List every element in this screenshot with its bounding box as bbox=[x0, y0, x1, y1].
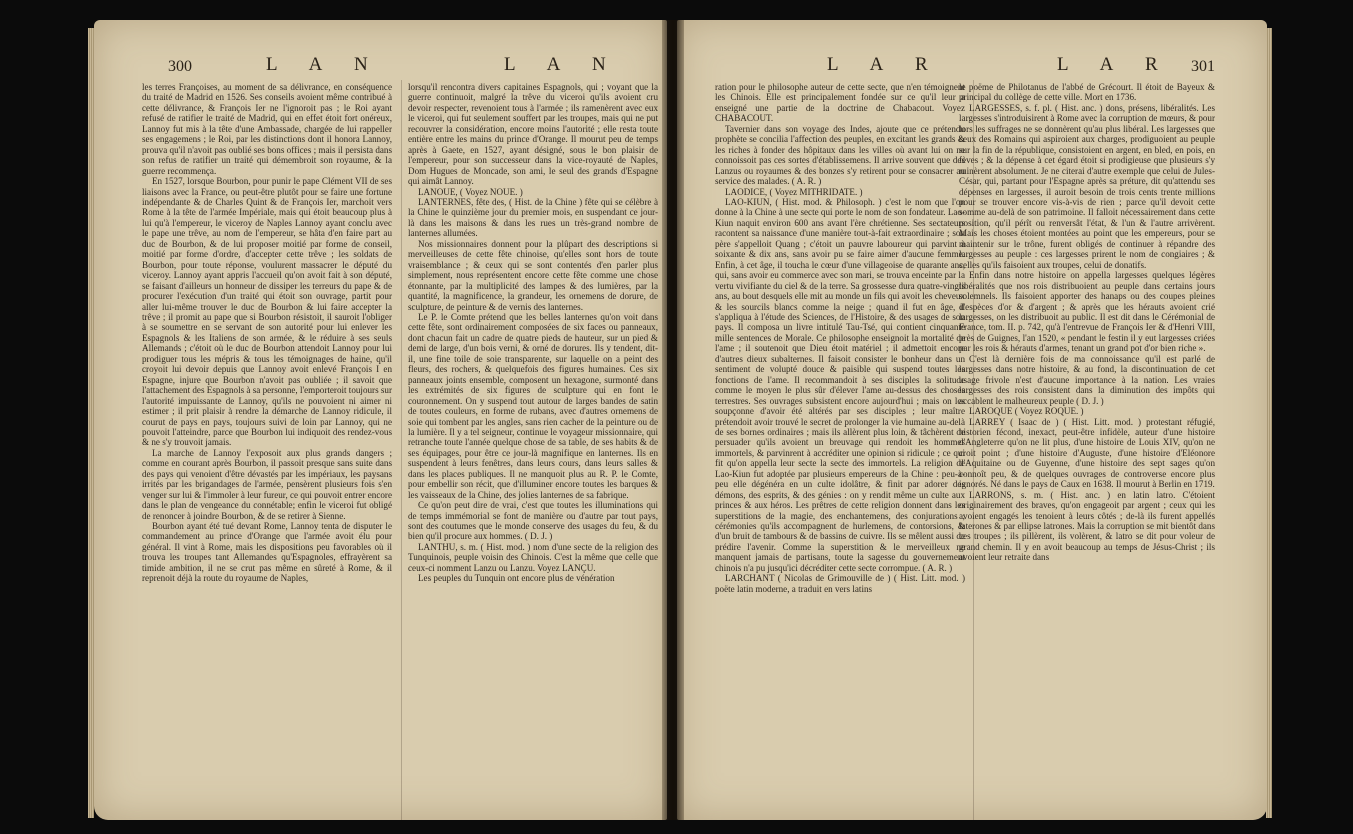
entry-laodice: LAODICE, ( Voyez MITHRIDATE. ) bbox=[725, 186, 863, 197]
entry-lanoue: LANOUE, ( Voyez NOUE. ) bbox=[418, 186, 523, 197]
paragraph: lorsqu'il rencontra divers capitaines Espagnols, qui ; voyant que la guerre continuoit, malgré la trêve du viceroi qu'ils avoient cru devoir respecter, revenoient tous à l'armée ; ils ramenèrent avec eux le viceroi, qui fut seulement souffert par les troupes, mais qui ne put recouvrer la considération, encore moins l'autorité ; elle resta toute entière entre les mains du prince d'Orange. Il mourut peu de temps après à Gaete, en 1527, ayant désigné, sous le bon plaisir de l'empereur, pour son successeur dans la vice-royauté de Naples, Dom Hugues de Moncade, son ami, le seul des grands d'Espagne qui aimât Lannoy. bbox=[408, 82, 658, 187]
page-number: 300 bbox=[168, 58, 192, 75]
entry-lanthu: LANTHU, s. m. ( Hist. mod. ) nom d'une secte de la religion des Tunquinois, peuple voisin des Chinois. C'est la même que celle que ceux-ci nomment Lanzu ou Lanzu. Voyez LANÇU. bbox=[408, 541, 658, 573]
right-page bbox=[677, 20, 1267, 820]
text-column-2 bbox=[408, 82, 658, 820]
text-column-1 bbox=[715, 82, 965, 820]
text-column-2 bbox=[959, 82, 1215, 820]
entry-lao-kiun: LAO-KIUN, ( Hist. mod. & Philosoph. ) c'est le nom que l'on donne à la Chine à une secte qui porte le nom de son fondateur. Lao-Kiun naquit environ 600 ans avant l'ère chrétienne. Ses sectateurs racontent sa naissance d'une manière tout-à-fait extraordinaire ; son père s'appelloit Quang ; c'étoit un pauvre laboureur qui parvint à soixante & dix ans, sans avoir pu se faire aimer d'aucune femme. Enfin, à cet âge, il toucha le cœur d'une villageoise de quarante ans, qui, sans avoir eu commerce avec son mari, se trouva enceinte par la vertu vivifiante du ciel & de la terre. Sa grossesse dura quatre-vingts ans, au bout desquels elle mit au monde un fils qui avoit les cheveux & les sourcils blancs comme la neige ; quand il fut en âge, il s'appliqua à l'étude des Sciences, de l'Histoire, & des usages de son pays. Il composa un livre intitulé Tau-Tsé, qui contient cinquante mille sentences de Morale. Ce philosophe enseignoit la mortalité de l'ame ; il soutenoit que Dieu étoit matériel ; il admettoit encore d'autres dieux subalternes. Il faisoit consister le bonheur dans un sentiment de volupté douce & paisible qui suspend toutes les fonctions de l'ame. Il recommandoit à ses disciples la solitude comme le moyen le plus sûr d'élever l'ame au-dessus des choses terrestres. Ses ouvrages subsistent encore aujourd'hui ; mais on les soupçonne d'avoir été altérés par ses disciples ; leur maître prétendoit avoir trouvé le secret de prolonger la vie humaine au-delà de ses bornes ordinaires ; mais ils allèrent plus loin, & tâchèrent de persuader qu'ils avoient un breuvage qui rendoit les hommes immortels, & parvinrent à accréditer une opinion si ridicule ; ce qui fit qu'on appella leur secte la secte des immortels. La religion de Lao-Kiun fut adoptée par plusieurs empereurs de la Chine : peu-à-peu elle dégénéra en un culte idolâtre, & finit par adorer des démons, des esprits, & des génies : on y rendit même un culte aux princes & aux héros. Les prêtres de cette religion donnent dans les superstitions de la magie, des enchantemens, des conjurations ; cérémonies qu'ils accompagnent de hurlemens, de contorsions, & d'un bruit de tambours & de bassins de cuivre. Ils se mêlent aussi de prédire l'avenir. Comme la superstition & le merveilleux ne manquent jamais de partisans, toute la sagesse du gouvernement chinois n'a pu jusqu'ici décréditer cette secte corrompue. ( A. R. ) bbox=[715, 196, 965, 573]
paragraph: Nos missionnaires donnent pour la plûpart des descriptions si merveilleuses de cette fête chinoise, qu'elles sont hors de toute vraisemblance ; & ceux qui se sont contentés d'en parler plus simplement, nous représentent encore cette fête comme une chose étonnante, par la multiplicité des lampes & des lumières, par la quantité, la magnificence, la grandeur, les ornemens de dorure, de sculpture, de peinture & de vernis des lanternes. bbox=[408, 238, 658, 312]
left-page bbox=[94, 20, 667, 820]
paragraph: Les peuples du Tunquin ont encore plus de vénération bbox=[418, 573, 615, 584]
entry-largesses: LARGESSES, s. f. pl. ( Hist. anc. ) dons, présens, libéralités. Les largesses s'introduisirent à Rome avec la corruption de mœurs, & pour lors les suffrages ne se donnèrent qu'au plus libéral. Les largesses que ceux des Romains qui aspiroient aux charges, prodiguoient au peuple sur la fin de la république, consistoient en argent, en bled, en pois, en fèves ; & la dépense à cet égard étoit si prodigieuse que plusieurs s'y ruinèrent absolument. Je ne citerai d'autre exemple que celui de Jules-César, qui, partant pour l'Espagne après sa préture, dit qu'attendu ses dépenses en largesses, il auroit besoin de trois cents trente millions pour se trouver encore vis-à-vis de rien ; parce qu'il devoit cette somme au-delà de son patrimoine. Il falloit nécessairement dans cette position, qu'il pérît ou renversât l'état, & l'un & l'autre arrivèrent. Mais les choses étoient montées au point que les empereurs, pour se maintenir sur le trône, furent obligés de continuer à répandre des largesses au peuple : ces largesses prirent le nom de congiaires ; & celles qu'ils faisoient aux troupes, celui de donatifs. bbox=[959, 102, 1215, 270]
paragraph: C'est là dernière fois de ma connoissance qu'il est parlé de largesses dans notre histoire, & au fond, la discontinuation de cet usage frivole n'est d'aucune importance à la nation. Les vraies largesses des rois consistent dans la diminution des impôts qui accablent le malheureux peuple ( D. J. ) bbox=[959, 353, 1215, 406]
running-head-left: L A N bbox=[266, 54, 382, 75]
paragraph: En 1527, lorsque Bourbon, pour punir le pape Clément VII de ses liaisons avec la France, ou peut-être plutôt pour se faire une fortune indépendante & de Charles Quint & de François Ier, marchoit vers Rome à la tête de l'armée Impériale, mais qui étoit beaucoup plus à lui qu'à l'empereur, le viceroy de Naples Lannoy ayant conclu avec le pape une trêve, au nom de l'empereur, se hâta d'en faire part au duc de Bourbon, & de lui proposer moitié par forme de conseil, moitié par forme d'ordre, d'accepter cette trêve ; les soldats de Bourbon, pour toute réponse, voulurent massacrer le député du viceroy. Lannoy ayant appris l'accueil qu'on avoit fait à son député, se faisant d'ailleurs un honneur de dissiper les terreurs du pape & de procurer l'exécution d'un traité qui étoit son ouvrage, partit pour aller lui-même trouver le duc de Bourbon & lui faire accepter la trêve ; il promit au pape que si Bourbon résistoit, il sauroit l'obliger à se soumettre en se servant de son autorité pour lui enlever les Espagnols & les Italiens de son armée, & le réduire à ses seuls Allemands ; c'étoit où le duc de Bourbon attendoit Lannoy pour lui prodiguer tous les mépris & tous les témoignages de haine, qu'il croyoit lui devoir depuis que Lannoy avoit enlevé François I en Espagne, injure que Bourbon n'avoit pas oubliée ; il savoit que l'attachement des Espagnols à sa personne, l'emporteroit toujours sur l'autorité impuissante de Lannoy, qu'ils ne pouvoient ni aimer ni estimer ; il prit plaisir à rendre la démarche de Lannoy ridicule, il courut de pays en pays, toujours suivi de loin par Lannoy, qui ne pouvoit l'atteindre, parce que Bourbon lui indiquoit des rendez-vous & ne s'y trouvoit jamais. bbox=[142, 176, 392, 448]
column-divider bbox=[401, 80, 402, 820]
book-gutter bbox=[662, 20, 684, 820]
entry-larrons: LARRONS, s. m. ( Hist. anc. ) en latin latro. C'étoient originairement des braves, qu'on engageoit par argent ; ceux qui les avoient engagés les tenoient à leurs côtés ; de-là ils furent appellés laterones & par ellipse latrones. Mais la corruption se mit bientôt dans ces troupes ; ils pillèrent, ils volèrent, & latro se dit pour voleur de grand chemin. Il y en avoit beaucoup au temps de Jésus-Christ ; ils avoient leur retraite dans bbox=[959, 489, 1215, 563]
running-head-left: L A R bbox=[827, 54, 942, 75]
paragraph: le poëme de Philotanus de l'abbé de Grécourt. Il étoit de Bayeux & principal du collège de cette ville. Mort en 1736. bbox=[959, 82, 1215, 103]
paragraph: ration pour le philosophe auteur de cette secte, que n'en témoignent les Chinois. Elle est principalement fondée sur ce qu'il leur a enseigné une partie de la doctrine de Chabacout. Voyez CHABACOUT. bbox=[715, 82, 965, 124]
paragraph: Enfin dans notre histoire on appella largesses quelques légères libéralités que nos rois distribuoient au peuple dans certains jours solemnels. Ils faisoient apporter des hanaps ou des coupes pleines d'espèces d'or & d'argent ; & après que les hérauts avoient crié largesses, on les distribuoit au public. Il est dit dans le Cérémonial de France, tom. II. p. 742, qu'à l'entrevue de François Ier & d'Henri VIII, près de Guignes, l'an 1520, « pendant le festin il y eut largesses criées par les rois & hérauts d'armes, tenant un grand pot d'or bien riche ». bbox=[959, 270, 1215, 354]
page-number: 301 bbox=[1191, 58, 1215, 75]
running-head-right: L A N bbox=[504, 54, 620, 75]
entry-larchant: LARCHANT ( Nicolas de Grimouville de ) ( Hist. Litt. mod. ) poëte latin moderne, a traduit en vers latins bbox=[715, 573, 965, 594]
entry-lanternes: LANTERNES, fête des, ( Hist. de la Chine ) fête qui se célèbre à la Chine le quinzième jour du premier mois, en suspendant ce jour-là dans les maisons & dans les rues un très-grand nombre de lanternes allumées. bbox=[408, 196, 658, 239]
entry-laroque: LAROQUE ( Voyez ROQUE. ) bbox=[969, 406, 1084, 417]
paragraph: les terres Françoises, au moment de sa délivrance, en conséquence du traité de Madrid en 1526. Ses conseils avoient même contribué à cette délivrance, & François Ier ne l'ignoroit pas ; le Roi ayant refusé de ratifier le traité de Madrid, qui en effet étoit fort onéreux, Lannoy fut mis à la tête d'une Ambassade, chargée de lui rappeller ses engagemens ; le Roi, par les distinctions dont il honora Lannoy, prouva qu'il n'avoit pas oublié ses bons offices ; mais il persista dans son refus de ratifier un traité qui démembroit son royaume, & la guerre recommença. bbox=[142, 82, 392, 176]
paragraph: Ce qu'on peut dire de vrai, c'est que toutes les illuminations qui de temps immémorial se font de manière ou d'autre par tout pays, sont des coutumes que le monde conserve des usages du feu, & du bien qu'il procure aux hommes. ( D. J. ) bbox=[408, 500, 658, 542]
text-column-1 bbox=[142, 82, 392, 820]
running-head-right: L A R bbox=[1057, 54, 1172, 75]
paragraph: Tavernier dans son voyage des Indes, ajoute que ce prétendu prophète se concilia l'affection des peuples, en excitant les grands & les riches à fonder des hôpitaux dans les villes où avant lui on ne connoissoit pas ces sortes d'établissemens. Il arrive souvent que des Lanzus ou royaumes & des bonzes s'y retirent pour se consacrer au service des malades. ( A. R. ) bbox=[715, 123, 965, 187]
paragraph: Le P. le Comte prétend que les belles lanternes qu'on voit dans cette fête, sont ordinairement composées de six faces ou panneaux, dont chacun fait un cadre de quatre pieds de hauteur, sur un pied & demi de large, d'un bois verni, & orné de dorures. Ils y tendent, dit-il, une fine toile de soie transparente, sur laquelle on a peint des fleurs, des rochers, & quelquefois des figures humaines. Ces six panneaux joints ensemble, composent un hexagone, surmonté dans les extrémités de six figures de sculpture qui en font le couronnement. On y suspend tout autour de larges bandes de satin de toutes couleurs, en forme de rubans, avec d'autres ornemens de soie qui tombent par les angles, sans rien cacher de la peinture ou de la lumière. Il y a tel seigneur, continue le voyageur missionnaire, qui retranche toute l'année quelque chose de sa table, de ses habits & de ses équipages, pour être ce jour-là magnifique en lanternes. Ils en suspendent à leurs fenêtres, dans leurs cours, dans leurs salles & dans les places publiques. Il ne manquoit plus au R. P. le Comte, pour embellir son récit, que d'illuminer encore toutes les barques & les vaisseaux de la Chine, des jolies lanternes de sa fabrique. bbox=[408, 311, 658, 500]
paragraph: Bourbon ayant été tué devant Rome, Lannoy tenta de disputer le commandement au prince d'Orange que l'armée avoit élu pour général. Il vint à Rome, mais les dispositions peu favorables où il trouva les troupes tant Allemandes qu'Espagnoles, effrayèrent sa timide ambition, il ne se crut pas même en sûreté à Rome, & il reprenoit déjà la route du royaume de Naples, bbox=[142, 521, 392, 584]
paragraph: La marche de Lannoy l'exposoit aux plus grands dangers ; comme en courant après Bourbon, il passoit presque sans suite dans des pays qui venoient d'être dévastés par les impériaux, les paysans irrités par les brigandages de l'armée, pensèrent plusieurs fois s'en venger sur lui & l'immoler à leur fureur, ce qui pouvoit entrer encore dans le plan de vengeance du connétable; enfin le viceroi fut obligé de renoncer à joindre Bourbon, & de se retirer à Sienne. bbox=[142, 447, 392, 521]
entry-larrey: LARREY ( Isaac de ) ( Hist. Litt. mod. ) protestant réfugié, historien fécond, inexact, peut-être infidèle, auteur d'une histoire d'Angleterre qu'on ne lit plus, d'une histoire de Louis XIV, qu'on ne croit point ; d'une histoire d'Auguste, d'une histoire d'Eléonore d'Aquitaine ou de Guyenne, d'une histoire des sept sages qu'on connoît peu, & de quelques ouvrages de controverse encore plus ignorés. Né dans le pays de Caux en 1638. Il mourut à Berlin en 1719. bbox=[959, 416, 1215, 490]
